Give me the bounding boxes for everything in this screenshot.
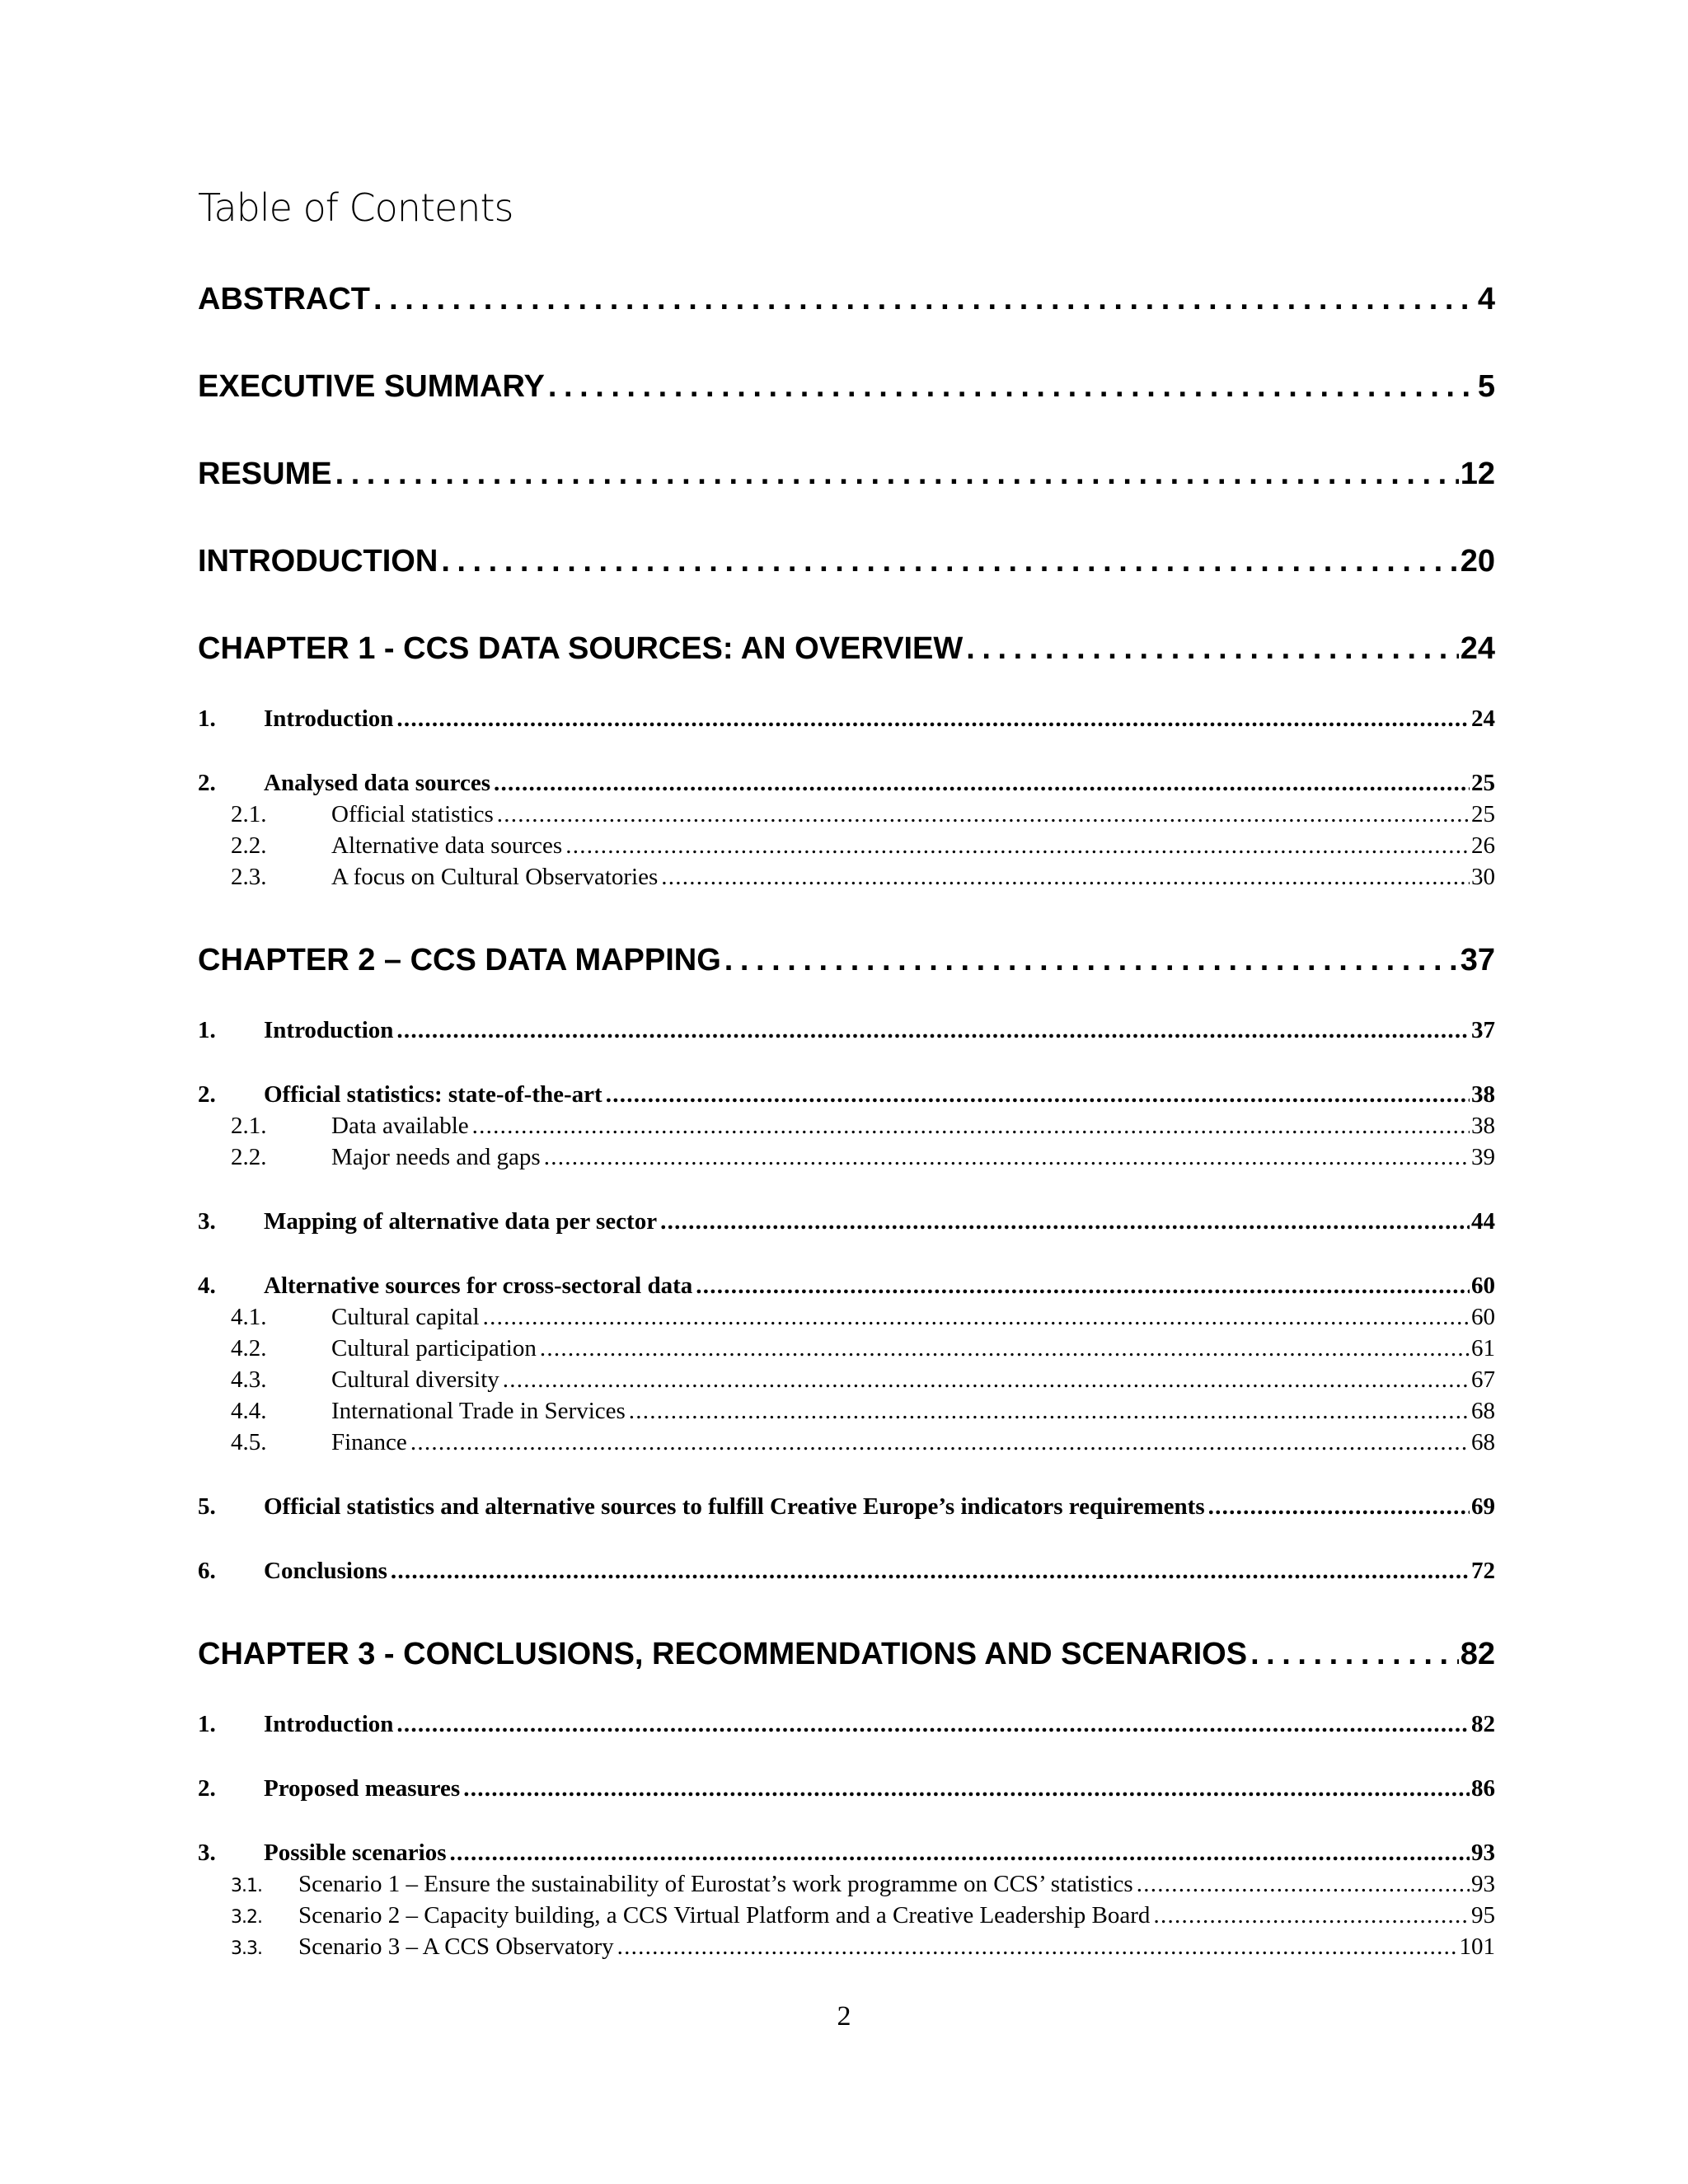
toc-entry-label: Analysed data sources — [264, 770, 490, 796]
toc-entry-label: Finance — [331, 1429, 407, 1455]
toc-entry-number: 1. — [198, 1017, 216, 1043]
toc-entry-ch2-needs-gaps[interactable] — [198, 1144, 1495, 1171]
toc-entry-ch2-cultural-diversity[interactable] — [198, 1366, 1495, 1394]
dot-leader — [1250, 1637, 1459, 1672]
toc-entry-number: 3.2. — [231, 1907, 262, 1928]
toc-entry-label: EXECUTIVE SUMMARY — [198, 369, 545, 404]
toc-entry-ch1-official-statistics[interactable] — [198, 801, 1495, 828]
toc-entry-ch1-alternative-data-sources[interactable] — [198, 832, 1495, 860]
toc-entry-ch1-analysed-data-sources[interactable] — [198, 770, 1495, 797]
toc-entry-label: Major needs and gaps — [331, 1144, 541, 1170]
toc-entry-label: RESUME — [198, 457, 332, 491]
toc-entry-label: Scenario 1 – Ensure the sustainability of Eurostat’s work programme on CCS’ statistics — [298, 1871, 1133, 1897]
toc-entry-ch2-trade-services[interactable] — [198, 1398, 1495, 1425]
toc-entry-number: 5. — [198, 1493, 216, 1520]
toc-entry-number: 2.2. — [231, 1144, 267, 1170]
toc-entry-introduction[interactable] — [198, 544, 1495, 579]
toc-entry-number: 4. — [198, 1272, 216, 1299]
dot-leader — [660, 1208, 1470, 1235]
toc-entry-page: 82 — [1460, 1637, 1495, 1671]
toc-entry-number: 4.3. — [231, 1366, 267, 1393]
toc-entry-ch2-cross-sectoral[interactable] — [198, 1272, 1495, 1300]
toc-entry-page: 37 — [1471, 1017, 1495, 1043]
dot-leader — [450, 1840, 1470, 1867]
toc-entry-label: CHAPTER 1 - CCS DATA SOURCES: AN OVERVIEW — [198, 631, 964, 666]
dot-leader — [1208, 1493, 1470, 1521]
toc-entry-page: 82 — [1471, 1711, 1495, 1737]
toc-entry-ch2-conclusions[interactable] — [198, 1558, 1495, 1585]
toc-entry-page: 95 — [1471, 1902, 1495, 1929]
toc-entry-page: 24 — [1471, 705, 1495, 732]
toc-entry-ch2-cultural-capital[interactable] — [198, 1304, 1495, 1331]
toc-entry-page: 72 — [1471, 1558, 1495, 1584]
dot-leader — [472, 1113, 1470, 1140]
toc-entry-executive-summary[interactable] — [198, 369, 1495, 405]
toc-entry-label: Alternative data sources — [331, 832, 563, 859]
toc-entry-page: 38 — [1471, 1081, 1495, 1108]
toc-entry-number: 6. — [198, 1558, 216, 1584]
toc-entry-ch2-introduction[interactable] — [198, 1017, 1495, 1044]
toc-entry-page: 39 — [1471, 1144, 1495, 1170]
toc-entry-ch3-possible-scenarios[interactable] — [198, 1840, 1495, 1867]
toc-entry-label: Mapping of alternative data per sector — [264, 1208, 658, 1235]
toc-entry-label: Possible scenarios — [264, 1840, 447, 1866]
toc-entry-label: INTRODUCTION — [198, 544, 438, 579]
dot-leader — [1153, 1902, 1470, 1929]
toc-entry-number: 3.3. — [231, 1938, 262, 1959]
toc-entry-page: 12 — [1460, 457, 1495, 491]
toc-entry-page: 25 — [1471, 801, 1495, 827]
toc-entry-number: 2.3. — [231, 864, 267, 890]
toc-entry-page: 86 — [1471, 1775, 1495, 1802]
toc-entry-label: Introduction — [264, 705, 394, 732]
toc-entry-number: 1. — [198, 705, 216, 732]
toc-entry-label: Official statistics: state-of-the-art — [264, 1081, 603, 1108]
toc-entry-page: 20 — [1460, 544, 1495, 579]
dot-leader — [565, 832, 1470, 860]
toc-entry-number: 3. — [198, 1208, 216, 1235]
dot-leader — [540, 1335, 1470, 1362]
dot-leader — [661, 864, 1470, 891]
toc-entry-ch3-scenario-1[interactable] — [198, 1871, 1495, 1898]
dot-leader — [696, 1272, 1470, 1300]
toc-entry-label: Scenario 2 – Capacity building, a CCS Virtual Platform and a Creative Leadership Board — [298, 1902, 1151, 1929]
toc-entry-page: 61 — [1471, 1335, 1495, 1361]
dot-leader — [396, 705, 1470, 733]
toc-entry-number: 4.5. — [231, 1429, 267, 1455]
toc-entry-page: 69 — [1471, 1493, 1495, 1520]
toc-entry-number: 3. — [198, 1840, 216, 1866]
toc-entry-page: 67 — [1471, 1366, 1495, 1393]
dot-leader — [483, 1304, 1470, 1331]
toc-entry-label: CHAPTER 2 – CCS DATA MAPPING — [198, 943, 721, 977]
dot-leader — [544, 1144, 1470, 1171]
toc-entry-page: 4 — [1477, 282, 1495, 316]
toc-entry-number: 1. — [198, 1711, 216, 1737]
toc-entry-ch2-creative-europe[interactable] — [198, 1493, 1495, 1521]
toc-entry-label: Scenario 3 – A CCS Observatory — [298, 1933, 614, 1960]
dot-leader — [396, 1711, 1470, 1738]
toc-entry-ch2-cultural-participation[interactable] — [198, 1335, 1495, 1362]
toc-entry-label: Proposed measures — [264, 1775, 461, 1802]
toc-entry-ch1-introduction[interactable] — [198, 705, 1495, 733]
dot-leader — [1137, 1871, 1470, 1898]
toc-entry-number: 4.1. — [231, 1304, 267, 1330]
page-number: 2 — [837, 2001, 851, 2032]
toc-entry-chapter-2[interactable] — [198, 943, 1495, 978]
dot-leader — [396, 1017, 1470, 1044]
toc-entry-resume[interactable] — [198, 457, 1495, 492]
toc-entry-page: 68 — [1471, 1398, 1495, 1424]
dot-leader — [966, 631, 1458, 667]
toc-entry-number: 3.1. — [231, 1876, 262, 1896]
toc-entry-number: 2.2. — [231, 832, 267, 859]
toc-entry-number: 2. — [198, 1775, 216, 1802]
dot-leader — [463, 1775, 1470, 1802]
toc-entry-page: 44 — [1471, 1208, 1495, 1235]
toc-entry-ch2-data-available[interactable] — [198, 1113, 1495, 1140]
toc-entry-page: 101 — [1459, 1933, 1495, 1960]
dot-leader — [724, 943, 1459, 978]
toc-entry-number: 4.2. — [231, 1335, 267, 1361]
toc-entry-number: 2.1. — [231, 801, 267, 827]
toc-entry-label: Cultural capital — [331, 1304, 480, 1330]
toc-entry-ch3-scenario-2[interactable] — [198, 1902, 1495, 1929]
dot-leader — [494, 770, 1470, 797]
toc-entry-ch2-finance[interactable] — [198, 1429, 1495, 1456]
toc-entry-page: 93 — [1471, 1840, 1495, 1866]
toc-entry-abstract[interactable] — [198, 282, 1495, 317]
dot-leader — [373, 282, 1476, 317]
toc-entry-number: 2. — [198, 770, 216, 796]
toc-entry-label: CHAPTER 3 - CONCLUSIONS, RECOMMENDATIONS AND SCENARIOS — [198, 1637, 1248, 1671]
toc-entry-label: International Trade in Services — [331, 1398, 626, 1424]
toc-entry-chapter-1[interactable] — [198, 631, 1495, 667]
toc-title: Table of Contents — [198, 185, 513, 230]
toc-entry-number: 2.1. — [231, 1113, 267, 1139]
toc-entry-page: 25 — [1471, 770, 1495, 796]
toc-entry-label: Cultural diversity — [331, 1366, 499, 1393]
dot-leader — [606, 1081, 1470, 1108]
dot-leader — [548, 369, 1476, 405]
toc-entry-page: 68 — [1471, 1429, 1495, 1455]
toc-entry-label: Alternative sources for cross-sectoral data — [264, 1272, 693, 1299]
toc-entry-chapter-3[interactable] — [198, 1637, 1495, 1672]
toc-entry-ch3-introduction[interactable] — [198, 1711, 1495, 1738]
dot-leader — [410, 1429, 1470, 1456]
toc-entry-page: 93 — [1471, 1871, 1495, 1897]
toc-entry-page: 30 — [1471, 864, 1495, 890]
dot-leader — [335, 457, 1459, 492]
toc-entry-page: 24 — [1460, 631, 1495, 666]
toc-entry-label: Cultural participation — [331, 1335, 537, 1361]
toc-entry-label: Conclusions — [264, 1558, 387, 1584]
toc-entry-page: 5 — [1477, 369, 1495, 404]
dot-leader — [503, 1366, 1470, 1394]
toc-entry-label: Official statistics and alternative sources to fulfill Creative Europe’s indicators requirements — [264, 1493, 1205, 1520]
dot-leader — [391, 1558, 1470, 1585]
toc-entry-ch1-cultural-observatories[interactable] — [198, 864, 1495, 891]
toc-entry-number: 4.4. — [231, 1398, 267, 1424]
toc-entry-label: Introduction — [264, 1711, 394, 1737]
dot-leader — [629, 1398, 1470, 1425]
toc-entry-label: A focus on Cultural Observatories — [331, 864, 659, 890]
toc-entry-label: ABSTRACT — [198, 282, 370, 316]
toc-entry-page: 37 — [1460, 943, 1495, 977]
toc-entry-number: 2. — [198, 1081, 216, 1108]
toc-entry-ch3-proposed-measures[interactable] — [198, 1775, 1495, 1802]
dot-leader — [617, 1933, 1458, 1961]
toc-entry-label: Data available — [331, 1113, 469, 1139]
toc-entry-ch2-mapping-alternative[interactable] — [198, 1208, 1495, 1235]
dot-leader — [497, 801, 1470, 828]
toc-entry-label: Official statistics — [331, 801, 494, 827]
dot-leader — [441, 544, 1458, 579]
toc-entry-label: Introduction — [264, 1017, 394, 1043]
toc-entry-page: 26 — [1471, 832, 1495, 859]
toc-entry-ch3-scenario-3[interactable] — [198, 1933, 1495, 1961]
toc-entry-ch2-official-statistics[interactable] — [198, 1081, 1495, 1108]
toc-entry-page: 60 — [1471, 1304, 1495, 1330]
toc-entry-page: 60 — [1471, 1272, 1495, 1299]
toc-entry-page: 38 — [1471, 1113, 1495, 1139]
